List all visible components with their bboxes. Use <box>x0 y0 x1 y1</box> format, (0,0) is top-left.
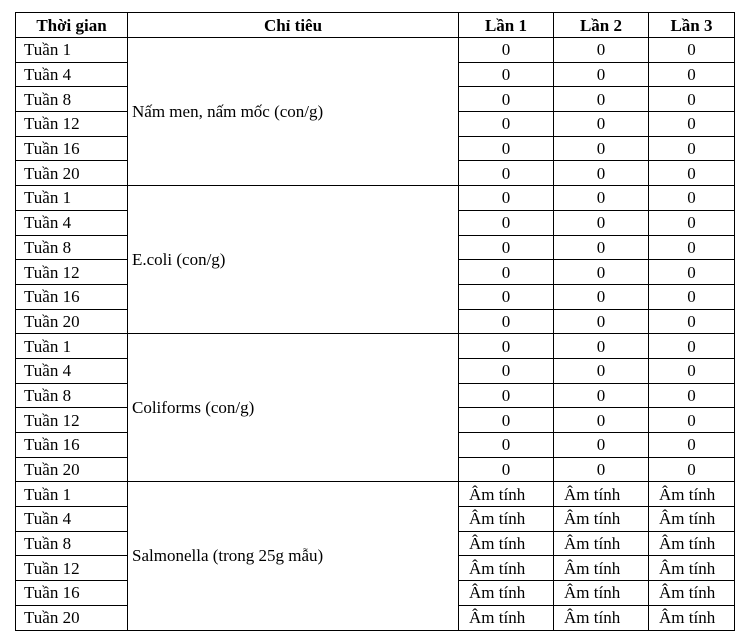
trial-3-value: 0 <box>649 112 735 137</box>
header-row <box>16 13 735 38</box>
trial-2-value: 0 <box>554 136 649 161</box>
header-trial-2: Lần 2 <box>554 13 649 38</box>
trial-3-value: 0 <box>649 284 735 309</box>
trial-1-value: 0 <box>459 136 554 161</box>
criterion-cell: Nấm men, nấm mốc (con/g) <box>128 38 459 186</box>
trial-3-value: 0 <box>649 457 735 482</box>
trial-2-value: 0 <box>554 383 649 408</box>
trial-3-value: 0 <box>649 383 735 408</box>
time-cell: Tuần 16 <box>16 284 128 309</box>
trial-2-value: 0 <box>554 433 649 458</box>
trial-1-value: 0 <box>459 433 554 458</box>
header-trial-3: Lần 3 <box>649 13 735 38</box>
time-cell: Tuần 8 <box>16 87 128 112</box>
trial-1-value: 0 <box>459 186 554 211</box>
header-time: Thời gian <box>16 13 128 38</box>
trial-1-value: 0 <box>459 62 554 87</box>
trial-1-value: 0 <box>459 235 554 260</box>
trial-1-value: 0 <box>459 284 554 309</box>
trial-1-value: 0 <box>459 334 554 359</box>
trial-2-value: Âm tính <box>554 507 649 532</box>
trial-2-value: Âm tính <box>554 581 649 606</box>
trial-2-value: 0 <box>554 186 649 211</box>
header-trial-1: Lần 1 <box>459 13 554 38</box>
trial-2-value: 0 <box>554 334 649 359</box>
table-row <box>16 38 735 63</box>
trial-1-value: 0 <box>459 210 554 235</box>
table-row <box>16 186 735 211</box>
trial-1-value: 0 <box>459 309 554 334</box>
trial-3-value: 0 <box>649 38 735 63</box>
trial-2-value: Âm tính <box>554 556 649 581</box>
time-cell: Tuần 4 <box>16 358 128 383</box>
time-cell: Tuần 12 <box>16 556 128 581</box>
trial-2-value: 0 <box>554 161 649 186</box>
trial-3-value: 0 <box>649 62 735 87</box>
time-cell: Tuần 8 <box>16 531 128 556</box>
trial-3-value: 0 <box>649 433 735 458</box>
trial-2-value: 0 <box>554 38 649 63</box>
trial-1-value: 0 <box>459 38 554 63</box>
trial-3-value: 0 <box>649 210 735 235</box>
trial-1-value: Âm tính <box>459 556 554 581</box>
trial-2-value: 0 <box>554 235 649 260</box>
trial-1-value: Âm tính <box>459 531 554 556</box>
time-cell: Tuần 12 <box>16 408 128 433</box>
time-cell: Tuần 20 <box>16 605 128 630</box>
time-cell: Tuần 8 <box>16 383 128 408</box>
trial-2-value: 0 <box>554 260 649 285</box>
trial-1-value: 0 <box>459 87 554 112</box>
table-row <box>16 482 735 507</box>
time-cell: Tuần 16 <box>16 581 128 606</box>
trial-3-value: Âm tính <box>649 507 735 532</box>
trial-1-value: 0 <box>459 161 554 186</box>
table-header <box>16 13 735 38</box>
trial-1-value: Âm tính <box>459 482 554 507</box>
trial-2-value: 0 <box>554 309 649 334</box>
trial-1-value: 0 <box>459 112 554 137</box>
time-cell: Tuần 4 <box>16 210 128 235</box>
trial-3-value: 0 <box>649 408 735 433</box>
time-cell: Tuần 8 <box>16 235 128 260</box>
trial-2-value: 0 <box>554 358 649 383</box>
trial-1-value: 0 <box>459 408 554 433</box>
trial-3-value: 0 <box>649 260 735 285</box>
time-cell: Tuần 16 <box>16 136 128 161</box>
trial-3-value: 0 <box>649 358 735 383</box>
trial-1-value: Âm tính <box>459 581 554 606</box>
time-cell: Tuần 20 <box>16 161 128 186</box>
trial-3-value: 0 <box>649 235 735 260</box>
time-cell: Tuần 12 <box>16 112 128 137</box>
trial-1-value: Âm tính <box>459 507 554 532</box>
table-body <box>16 38 735 631</box>
header-criterion: Chỉ tiêu <box>128 13 459 38</box>
trial-2-value: 0 <box>554 87 649 112</box>
time-cell: Tuần 4 <box>16 507 128 532</box>
time-cell: Tuần 1 <box>16 186 128 211</box>
trial-2-value: Âm tính <box>554 482 649 507</box>
time-cell: Tuần 4 <box>16 62 128 87</box>
trial-3-value: 0 <box>649 309 735 334</box>
trial-3-value: 0 <box>649 161 735 186</box>
time-cell: Tuần 1 <box>16 482 128 507</box>
trial-2-value: 0 <box>554 62 649 87</box>
criterion-cell: Salmonella (trong 25g mẫu) <box>128 482 459 630</box>
trial-1-value: 0 <box>459 358 554 383</box>
criterion-cell: Coliforms (con/g) <box>128 334 459 482</box>
results-table <box>15 12 735 631</box>
trial-2-value: 0 <box>554 112 649 137</box>
trial-3-value: 0 <box>649 87 735 112</box>
trial-1-value: Âm tính <box>459 605 554 630</box>
trial-1-value: 0 <box>459 457 554 482</box>
time-cell: Tuần 20 <box>16 309 128 334</box>
time-cell: Tuần 1 <box>16 334 128 359</box>
table-row <box>16 334 735 359</box>
trial-3-value: Âm tính <box>649 581 735 606</box>
trial-3-value: Âm tính <box>649 556 735 581</box>
trial-1-value: 0 <box>459 260 554 285</box>
time-cell: Tuần 20 <box>16 457 128 482</box>
trial-2-value: Âm tính <box>554 605 649 630</box>
time-cell: Tuần 16 <box>16 433 128 458</box>
trial-3-value: Âm tính <box>649 531 735 556</box>
trial-3-value: Âm tính <box>649 605 735 630</box>
trial-3-value: 0 <box>649 186 735 211</box>
trial-1-value: 0 <box>459 383 554 408</box>
time-cell: Tuần 12 <box>16 260 128 285</box>
trial-2-value: 0 <box>554 210 649 235</box>
trial-3-value: Âm tính <box>649 482 735 507</box>
trial-3-value: 0 <box>649 136 735 161</box>
trial-3-value: 0 <box>649 334 735 359</box>
trial-2-value: 0 <box>554 457 649 482</box>
trial-2-value: Âm tính <box>554 531 649 556</box>
trial-2-value: 0 <box>554 408 649 433</box>
criterion-cell: E.coli (con/g) <box>128 186 459 334</box>
time-cell: Tuần 1 <box>16 38 128 63</box>
trial-2-value: 0 <box>554 284 649 309</box>
